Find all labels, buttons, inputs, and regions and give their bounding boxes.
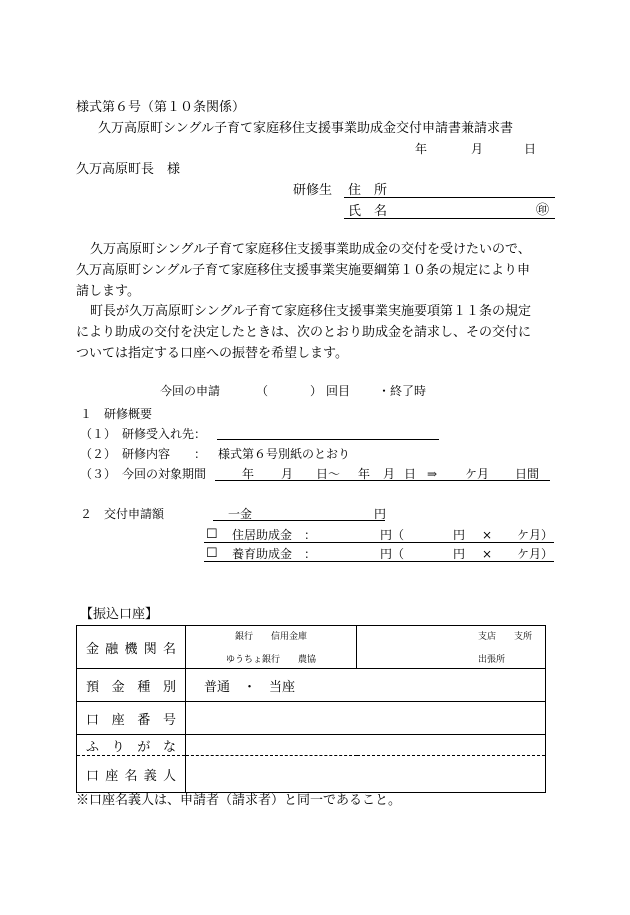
total-prefix: 一金 [228, 507, 253, 521]
inst-type-nokyo: 農協 [298, 655, 317, 665]
housing-label: 住居助成金 ： [232, 528, 317, 542]
account-number-label-cell [77, 702, 186, 735]
inst-type-shinkin: 信用金庫 [271, 632, 308, 642]
furigana-label-cell [77, 735, 186, 756]
holder-field[interactable] [186, 756, 546, 793]
period-days: 日間 [515, 467, 540, 481]
date-day: 日 [524, 142, 537, 156]
date-month: 月 [471, 142, 484, 156]
request-final: ・終了時 [378, 384, 427, 398]
furigana-label: ふ り が な [86, 739, 176, 755]
childcare-label: 養育助成金 ： [232, 547, 317, 561]
childcare-checkbox[interactable]: ☐ [206, 546, 218, 561]
applicant-role: 研修生 [293, 183, 333, 198]
address-field[interactable] [344, 197, 555, 198]
childcare-yen2: 円 [453, 547, 466, 561]
furigana-field[interactable] [186, 735, 546, 756]
housing-times: × [482, 528, 493, 542]
branch-type-branch: 支店 [477, 632, 496, 642]
housing-yen: 円（ [380, 528, 405, 542]
note: ※口座名義人は、申請者（請求者）と同一であること。 [76, 793, 402, 808]
period-year2: 年 [358, 467, 371, 481]
deposit-type-options[interactable]: 普通 ・ 当座 [204, 679, 296, 695]
period-month1: 月 [281, 467, 294, 481]
housing-yen2: 円 [453, 528, 466, 542]
name-field[interactable] [344, 218, 555, 219]
period-arrow: ⇒ [427, 467, 438, 481]
institution-field[interactable] [186, 626, 357, 669]
total-yen: 円 [374, 507, 387, 521]
bank-table [76, 625, 546, 793]
body-line-6: ついては指定する口座への振替を希望します。 [76, 346, 348, 361]
period-day2: 日 [404, 467, 417, 481]
housing-months: ケ月） [517, 528, 554, 542]
deposit-label-cell [77, 669, 186, 702]
request-round-suffix: 回目 [326, 384, 351, 398]
childcare-yen: 円（ [380, 547, 405, 561]
holder-label: 口 座 名 義 人 [86, 768, 176, 784]
deposit-type-field[interactable] [186, 669, 546, 702]
body-line-2: 久万高原町シングル子育て家庭移住支援事業実施要綱第１０条の規定により申 [76, 263, 531, 278]
housing-checkbox[interactable]: ☐ [206, 527, 218, 542]
branch-type-office: 出張所 [477, 655, 505, 665]
body-line-4: 町長が久万高原町シングル子育て家庭移住支援事業実施要項第１１条の規定 [90, 304, 532, 319]
form-title: 久万高原町シングル子育て家庭移住支援事業助成金交付申請書兼請求書 [98, 121, 514, 136]
deposit-label: 預 金 種 別 [86, 679, 176, 695]
childcare-months: ケ月） [517, 547, 554, 561]
childcare-times: × [482, 547, 493, 561]
section1-item3-label: （３） 今回の対象期間 [80, 467, 207, 481]
period-months: ケ月 [465, 467, 490, 481]
period-year1: 年 [242, 467, 255, 481]
request-paren-open: （ [256, 384, 269, 398]
account-number-label: 口 座 番 号 [86, 712, 176, 728]
institution-label: 金 融 機 関 名 [86, 641, 176, 657]
holder-label-cell [77, 756, 186, 793]
address-label: 住 所 [348, 183, 388, 198]
institution-label-cell [77, 626, 186, 669]
form-number: 様式第６号（第１０条関係） [76, 100, 246, 115]
name-label: 氏 名 [348, 204, 388, 219]
training-host-field[interactable] [217, 439, 439, 440]
body-line-3: 請します。 [76, 284, 140, 299]
account-number-field[interactable] [186, 702, 546, 735]
addressee: 久万高原町長 様 [76, 162, 181, 177]
date-year: 年 [415, 142, 428, 156]
body-line-1: 久万高原町シングル子育て家庭移住支援事業助成金の交付を受けたいので、 [90, 242, 531, 257]
branch-type-main: 支所 [513, 632, 532, 642]
childcare-field[interactable] [204, 561, 554, 562]
section1-item2-value: 様式第６号別紙のとおり [218, 447, 351, 461]
body-line-5: により助成の交付を決定したときは、次のとおり助成金を請求し、その交付に [76, 325, 532, 340]
inst-type-bank: 銀行 [234, 632, 253, 642]
request-label: 今回の申請 [160, 384, 221, 398]
section1-item2-label: （２） 研修内容 ： [80, 447, 207, 461]
section2-heading: ２ 交付申請額 [80, 507, 165, 521]
housing-field[interactable] [204, 542, 554, 543]
total-amount-field[interactable] [213, 520, 385, 521]
section1-heading: １ 研修概要 [80, 407, 153, 421]
section1-item1-label: （１） 研修受入れ先： [80, 427, 207, 441]
branch-field[interactable] [357, 626, 546, 669]
request-paren-close: ） [310, 384, 323, 398]
seal-mark: ㊞ [536, 203, 550, 218]
inst-type-yucho: ゆうちょ銀行 [225, 655, 280, 665]
period-day1: 日～ [316, 467, 341, 481]
bank-heading: 【振込口座】 [80, 607, 159, 622]
period-month2: 月 [383, 467, 396, 481]
